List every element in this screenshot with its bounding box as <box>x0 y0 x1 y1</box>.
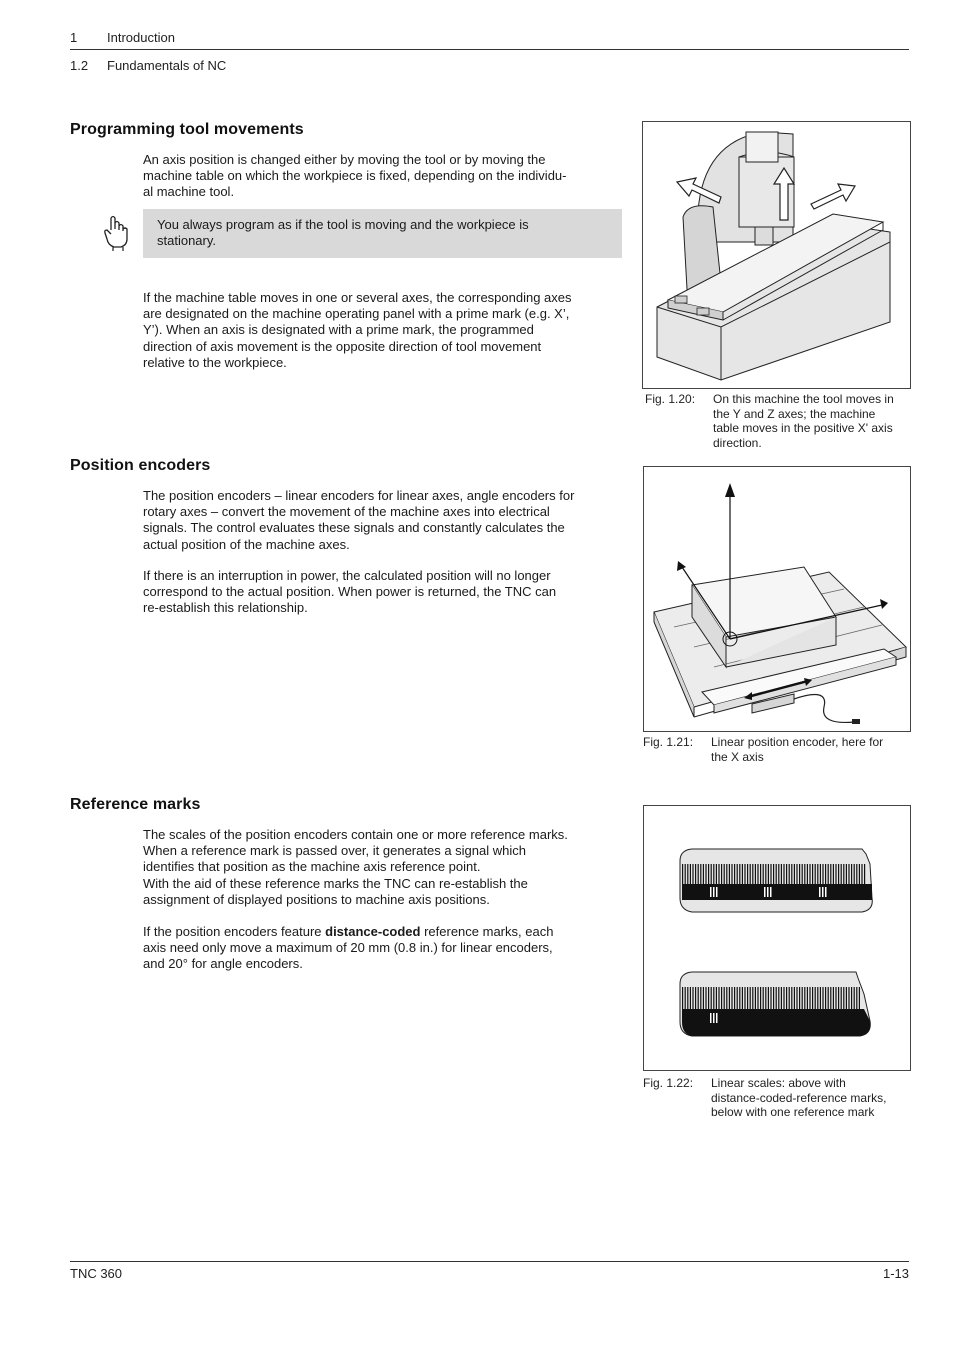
encoders-paragraph-2: If there is an interruption in power, the calculated position will no longer correspond to the actual position. When power is returned, the TNC can re-establish this relationship. <box>143 568 557 616</box>
scale-graduation <box>786 864 787 884</box>
scale-graduation <box>718 987 719 1009</box>
scale-graduation <box>833 987 834 1009</box>
scale-graduation <box>716 987 717 1009</box>
scale-graduation <box>830 864 831 884</box>
scale-graduation <box>742 864 743 884</box>
figure-caption-1-21: Linear position encoder, here for the X axis <box>711 735 884 764</box>
scale-graduation <box>778 864 779 884</box>
bold-term-distance-coded: distance-coded <box>325 924 421 939</box>
scale-graduation <box>700 987 701 1009</box>
scale-graduation <box>776 987 777 1009</box>
scale-graduation <box>851 987 852 1009</box>
figure-caption-1-22: Linear scales: above with distance-coded-reference marks, below with one reference mark <box>711 1076 887 1119</box>
scale-graduation <box>737 987 738 1009</box>
scale-graduation <box>786 987 787 1009</box>
scale-graduation <box>729 987 730 1009</box>
scale-graduation <box>856 864 857 884</box>
figure-number-1-20: Fig. 1.20: <box>645 392 696 406</box>
scale-graduation <box>778 987 779 1009</box>
heading-position-encoders: Position encoders <box>70 457 211 474</box>
figure-machine-tool <box>642 121 911 389</box>
scale-graduation <box>695 864 696 884</box>
scale-graduation <box>838 864 839 884</box>
encoders-paragraph-1: The position encoders – linear encoders for linear axes, angle encoders for rotary axes – convert the movement of the machine axes into electrical signals. The control evaluates these signals and constantly calculates the actual position of the machine axes. <box>143 488 575 552</box>
scale-graduation <box>789 864 790 884</box>
scale-graduation <box>796 864 797 884</box>
scale-graduation <box>705 987 706 1009</box>
scale-graduation <box>742 987 743 1009</box>
scale-graduation <box>692 864 693 884</box>
scale-graduation <box>830 987 831 1009</box>
scale-graduation <box>757 864 758 884</box>
scale-graduation <box>854 864 855 884</box>
scale-graduation <box>690 987 691 1009</box>
scale-graduation <box>799 864 800 884</box>
scale-graduation <box>757 987 758 1009</box>
scale-graduation <box>755 987 756 1009</box>
pointing-hand-icon <box>101 212 131 252</box>
footer-product: TNC 360 <box>70 1266 123 1281</box>
scale-graduation <box>755 864 756 884</box>
scale-graduation <box>724 864 725 884</box>
scale-graduation <box>687 987 688 1009</box>
scale-graduation <box>846 864 847 884</box>
scale-graduation <box>812 987 813 1009</box>
scale-graduation <box>708 864 709 884</box>
scale-graduation <box>711 864 712 884</box>
scale-graduation <box>713 864 714 884</box>
scale-graduation <box>828 987 829 1009</box>
scale-graduation <box>815 864 816 884</box>
scale-graduation <box>739 987 740 1009</box>
scale-graduation <box>796 987 797 1009</box>
scale-graduation <box>843 987 844 1009</box>
scale-graduation <box>804 987 805 1009</box>
scale-graduation <box>854 987 855 1009</box>
scale-graduation <box>817 987 818 1009</box>
scale-graduation <box>708 987 709 1009</box>
scale-graduation <box>861 864 862 884</box>
scale-graduation <box>747 864 748 884</box>
scale-graduation <box>685 864 686 884</box>
scale-graduation <box>760 864 761 884</box>
figure-number-1-22: Fig. 1.22: <box>643 1076 694 1090</box>
scale-graduation <box>685 987 686 1009</box>
scale-graduation <box>856 987 857 1009</box>
scale-graduation <box>864 864 865 884</box>
scale-graduation <box>817 864 818 884</box>
scale-graduation <box>734 987 735 1009</box>
scale-graduation <box>773 864 774 884</box>
scale-graduation <box>744 864 745 884</box>
note-box: You always program as if the tool is moving and the workpiece is stationary. <box>143 209 622 258</box>
scale-graduation <box>744 987 745 1009</box>
scale-graduation <box>841 864 842 884</box>
figure-number-1-21: Fig. 1.21: <box>643 735 694 749</box>
scale-graduation <box>705 864 706 884</box>
header-section-number: 1.2 <box>70 58 89 73</box>
header-rule <box>70 49 909 50</box>
scale-graduation <box>812 864 813 884</box>
scale-graduation <box>783 864 784 884</box>
heading-programming-tool-movements: Programming tool movements <box>70 121 304 138</box>
scale-graduation <box>825 864 826 884</box>
scale-graduation <box>726 987 727 1009</box>
scale-graduation <box>822 987 823 1009</box>
programming-paragraph-2: If the machine table moves in one or several axes, the corresponding axes are designated on the machine operating panel with a prime mark (e.g. X’, Y’). When an axis is designated with a prime mark, the programmed direction of axis movement is the opposite direction of tool movement relative to the workpiece. <box>143 290 572 370</box>
scale-graduation <box>698 987 699 1009</box>
scale-graduation <box>711 987 712 1009</box>
scale-graduation <box>750 987 751 1009</box>
scale-graduation <box>695 987 696 1009</box>
scale-graduation <box>804 864 805 884</box>
scale-graduation <box>835 864 836 884</box>
scale-graduation <box>687 864 688 884</box>
scale-graduation <box>747 987 748 1009</box>
scale-graduation <box>703 864 704 884</box>
scale-graduation <box>828 864 829 884</box>
scale-graduation <box>791 864 792 884</box>
figure-linear-scales <box>643 805 911 1071</box>
scale-graduation <box>729 864 730 884</box>
scale-graduation <box>718 864 719 884</box>
scale-graduation <box>799 987 800 1009</box>
scale-graduation <box>802 864 803 884</box>
figure-linear-encoder <box>643 466 911 732</box>
scale-graduation <box>807 987 808 1009</box>
scale-graduation <box>716 864 717 884</box>
reference-paragraph-2: If the position encoders feature distance-coded reference marks, each axis need only move a maximum of 20 mm (0.8 in.) for linear encoders, and 20° for angle encoders. <box>143 924 554 972</box>
scale-graduation <box>690 864 691 884</box>
scale-graduation <box>770 864 771 884</box>
scale-graduation <box>726 864 727 884</box>
scale-graduation <box>848 864 849 884</box>
scale-graduation <box>760 987 761 1009</box>
scale-graduation <box>713 987 714 1009</box>
scale-graduation <box>838 987 839 1009</box>
figure-caption-1-20: On this machine the tool moves in the Y and Z axes; the machine table moves in the positive X' axis direction. <box>713 392 894 450</box>
scale-graduation <box>835 987 836 1009</box>
header-section-title: Fundamentals of NC <box>107 58 227 73</box>
scale-graduation <box>789 987 790 1009</box>
scale-graduation <box>752 864 753 884</box>
scale-graduation <box>682 864 683 884</box>
scale-graduation <box>763 864 764 884</box>
scale-graduation <box>815 987 816 1009</box>
scale-graduation <box>770 987 771 1009</box>
scale-graduation <box>721 987 722 1009</box>
programming-paragraph-1: An axis position is changed either by moving the tool or by moving the machine table on which the workpiece is fixed, depending on the individu- al machine tool. <box>143 152 567 200</box>
scale-graduation <box>781 864 782 884</box>
scale-graduation <box>851 864 852 884</box>
scale-graduation <box>848 987 849 1009</box>
scale-graduation <box>700 864 701 884</box>
scale-graduation <box>768 864 769 884</box>
scale-graduation <box>822 864 823 884</box>
header-chapter-title: Introduction <box>107 30 175 45</box>
scale-graduation <box>807 864 808 884</box>
scale-graduation <box>809 987 810 1009</box>
scale-graduation <box>734 864 735 884</box>
scale-graduation <box>721 864 722 884</box>
scale-graduation <box>776 864 777 884</box>
header-chapter-number: 1 <box>70 30 78 45</box>
scale-graduation <box>781 987 782 1009</box>
scale-graduation <box>794 864 795 884</box>
scale-graduation <box>692 987 693 1009</box>
heading-reference-marks: Reference marks <box>70 796 201 813</box>
scale-graduation <box>825 987 826 1009</box>
scale-graduation <box>773 987 774 1009</box>
scale-graduation <box>794 987 795 1009</box>
scale-graduation <box>846 987 847 1009</box>
scale-graduation <box>783 987 784 1009</box>
scale-graduation <box>703 987 704 1009</box>
scale-graduation <box>763 987 764 1009</box>
scale-graduation <box>802 987 803 1009</box>
scale-graduation <box>765 987 766 1009</box>
scale-graduation <box>731 987 732 1009</box>
scale-graduation <box>737 864 738 884</box>
scale-graduation <box>843 864 844 884</box>
scale-graduation <box>698 864 699 884</box>
scale-graduation <box>739 864 740 884</box>
scale-graduation <box>820 864 821 884</box>
scale-graduation <box>750 864 751 884</box>
scale-graduation <box>765 864 766 884</box>
scale-graduation <box>731 864 732 884</box>
scale-graduation <box>859 987 860 1009</box>
footer-rule <box>70 1261 909 1262</box>
scale-graduation <box>724 987 725 1009</box>
scale-graduation <box>833 864 834 884</box>
scale-graduation <box>682 987 683 1009</box>
scale-graduation <box>752 987 753 1009</box>
scale-graduation <box>841 987 842 1009</box>
scale-graduation <box>768 987 769 1009</box>
scale-graduation <box>859 864 860 884</box>
scale-graduation <box>820 987 821 1009</box>
footer-page-number: 1-13 <box>882 1266 909 1281</box>
reference-paragraph-1: The scales of the position encoders contain one or more reference marks. When a reference mark is passed over, it generates a signal which identifies that position as the machine axis reference point. With the aid of these reference marks the TNC can re-establish the assignment of displayed positions to machine axis positions. <box>143 827 568 907</box>
scale-graduation <box>791 987 792 1009</box>
scale-graduation <box>809 864 810 884</box>
